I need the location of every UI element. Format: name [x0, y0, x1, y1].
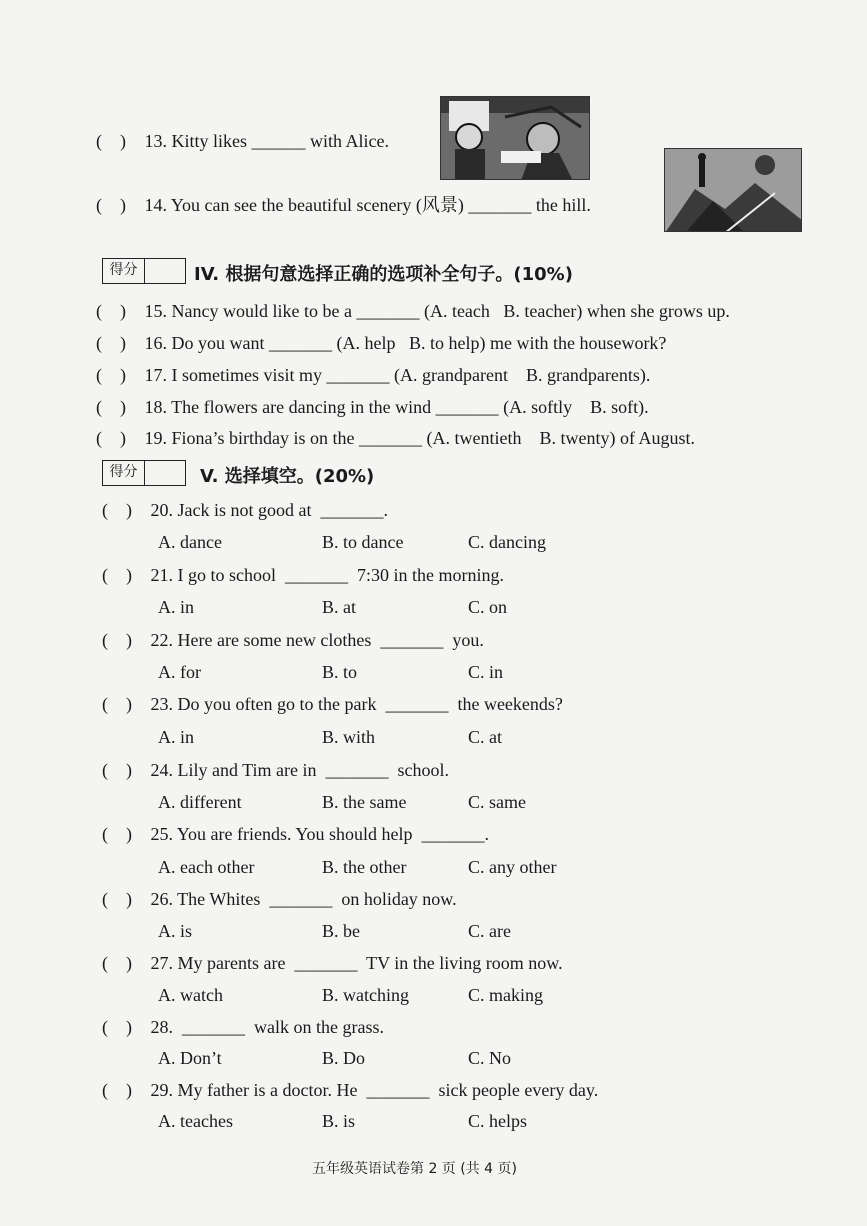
option-b[interactable]: B. to	[322, 662, 358, 682]
question-text: 25. You are friends. You should help _______.	[150, 824, 490, 844]
option-c[interactable]: C. No	[468, 1048, 512, 1068]
option-c[interactable]: C. any other	[468, 857, 557, 877]
answer-paren[interactable]: ( )	[96, 333, 126, 353]
question-24	[102, 759, 449, 781]
question-text: 13. Kitty likes ______ with Alice.	[144, 131, 389, 151]
option-a[interactable]: A. in	[158, 727, 194, 747]
score-input[interactable]	[145, 461, 185, 485]
option-a[interactable]: A. Don’t	[158, 1048, 222, 1068]
option-c[interactable]: C. helps	[468, 1111, 528, 1131]
question-20	[102, 499, 388, 521]
option-c[interactable]: C. are	[468, 921, 511, 941]
answer-paren[interactable]: ( )	[102, 1080, 132, 1100]
option-b[interactable]: B. the other	[322, 857, 407, 877]
question-text: 28. _______ walk on the grass.	[150, 1017, 384, 1037]
option-a[interactable]: A. in	[158, 597, 194, 617]
option-b[interactable]: B. Do	[322, 1048, 366, 1068]
score-label: 得分	[103, 461, 145, 485]
answer-paren[interactable]: ( )	[96, 195, 126, 215]
option-b[interactable]: B. to dance	[322, 532, 404, 552]
option-a[interactable]: A. teaches	[158, 1111, 233, 1131]
question-text: 15. Nancy would like to be a _______ (A. teach B. teacher) when she grows up.	[144, 301, 730, 321]
question-text: 21. I go to school _______ 7:30 in the morning.	[150, 565, 504, 585]
answer-paren[interactable]: ( )	[102, 760, 132, 780]
option-b[interactable]: B. watching	[322, 985, 409, 1005]
option-b[interactable]: B. at	[322, 597, 356, 617]
option-b[interactable]: B. be	[322, 921, 360, 941]
question-text: 24. Lily and Tim are in _______ school.	[150, 760, 449, 780]
question-text: 17. I sometimes visit my _______ (A. grandparent B. grandparents).	[144, 365, 651, 385]
section-title: IV. 根据句意选择正确的选项补全句子。(10%)	[194, 264, 573, 285]
question-22	[102, 629, 484, 651]
answer-paren[interactable]: ( )	[96, 397, 126, 417]
question-text: 14. You can see the beautiful scenery (风景) _______ the hill.	[144, 195, 591, 215]
option-a[interactable]: A. is	[158, 921, 193, 941]
question-text: 27. My parents are _______ TV in the living room now.	[150, 953, 563, 973]
answer-paren[interactable]: ( )	[96, 301, 126, 321]
question-18	[96, 396, 649, 418]
option-a[interactable]: A. watch	[158, 985, 223, 1005]
question-text: 20. Jack is not good at _______.	[150, 500, 388, 520]
question-23	[102, 693, 563, 715]
question-text: 23. Do you often go to the park _______ the weekends?	[150, 694, 563, 714]
answer-paren[interactable]: ( )	[96, 365, 126, 385]
option-b[interactable]: B. is	[322, 1111, 356, 1131]
answer-paren[interactable]: ( )	[102, 500, 132, 520]
question-text: 16. Do you want _______ (A. help B. to help) me with the housework?	[144, 333, 667, 353]
option-c[interactable]: C. at	[468, 727, 502, 747]
option-c[interactable]: C. in	[468, 662, 504, 682]
hill-scenery-picture	[664, 148, 802, 232]
option-c[interactable]: C. dancing	[468, 532, 546, 552]
question-17	[96, 364, 650, 386]
answer-paren[interactable]: ( )	[96, 428, 126, 448]
option-b[interactable]: B. the same	[322, 792, 407, 812]
option-a[interactable]: A. dance	[158, 532, 222, 552]
page-footer: 五年级英语试卷第 2 页 (共 4 页)	[312, 1161, 517, 1177]
score-box	[102, 460, 186, 486]
answer-paren[interactable]: ( )	[102, 953, 132, 973]
question-text: 18. The flowers are dancing in the wind _______ (A. softly B. soft).	[144, 397, 649, 417]
question-19	[96, 427, 695, 449]
score-input[interactable]	[145, 259, 185, 283]
score-box	[102, 258, 186, 284]
answer-paren[interactable]: ( )	[102, 565, 132, 585]
answer-paren[interactable]: ( )	[102, 1017, 132, 1037]
question-21	[102, 564, 504, 586]
option-a[interactable]: A. each other	[158, 857, 255, 877]
answer-paren[interactable]: ( )	[102, 630, 132, 650]
score-label: 得分	[103, 259, 145, 283]
answer-paren[interactable]: ( )	[102, 824, 132, 844]
answer-paren[interactable]: ( )	[102, 694, 132, 714]
question-13	[96, 130, 389, 152]
question-14	[96, 194, 591, 216]
answer-paren[interactable]: ( )	[102, 889, 132, 909]
question-28	[102, 1016, 384, 1038]
question-26	[102, 888, 457, 910]
option-a[interactable]: A. for	[158, 662, 201, 682]
question-15	[96, 300, 730, 322]
kitty-alice-picture	[440, 96, 590, 180]
answer-paren[interactable]: ( )	[96, 131, 126, 151]
option-b[interactable]: B. with	[322, 727, 376, 747]
option-c[interactable]: C. same	[468, 792, 526, 812]
question-27	[102, 952, 563, 974]
section-title: V. 选择填空。(20%)	[200, 466, 375, 487]
question-text: 19. Fiona’s birthday is on the _______ (A. twentieth B. twenty) of August.	[144, 428, 695, 448]
question-29	[102, 1079, 598, 1101]
question-16	[96, 332, 666, 354]
option-a[interactable]: A. different	[158, 792, 242, 812]
question-25	[102, 823, 489, 845]
question-text: 29. My father is a doctor. He _______ sick people every day.	[150, 1080, 599, 1100]
option-c[interactable]: C. on	[468, 597, 508, 617]
question-text: 26. The Whites _______ on holiday now.	[150, 889, 457, 909]
option-c[interactable]: C. making	[468, 985, 543, 1005]
question-text: 22. Here are some new clothes _______ you.	[150, 630, 484, 650]
